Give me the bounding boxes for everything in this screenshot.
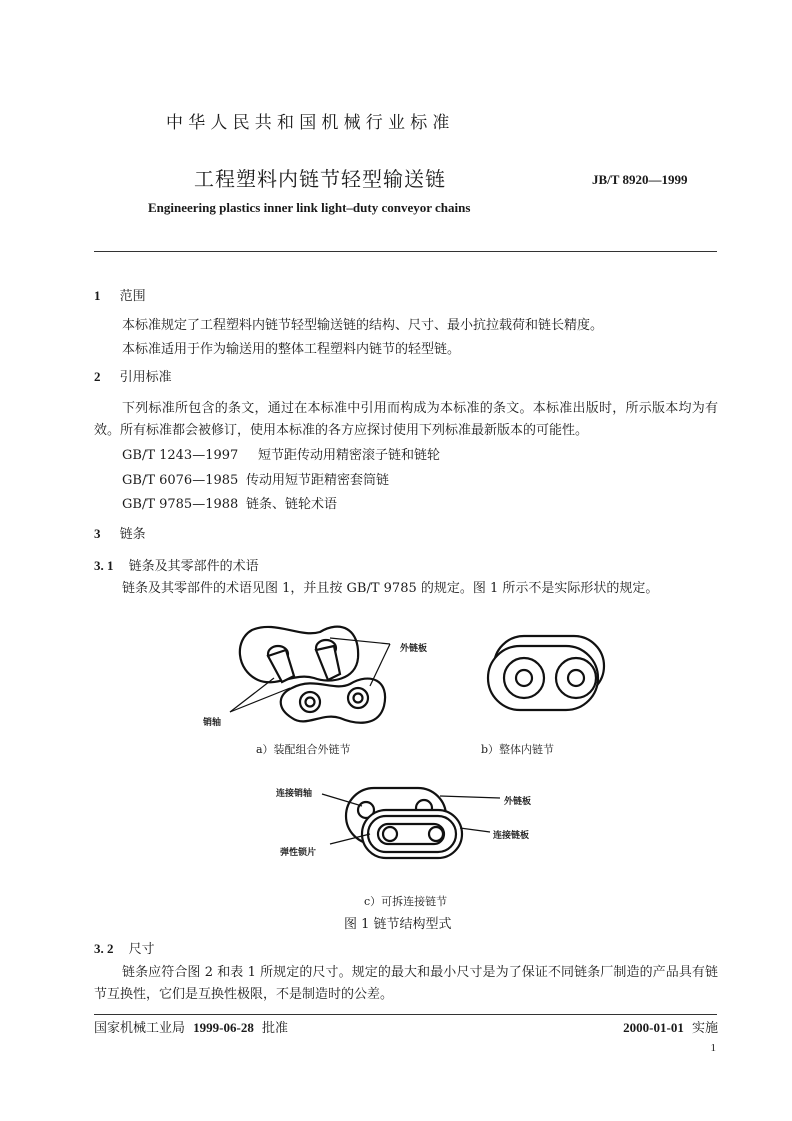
section-number: 1 <box>94 288 101 303</box>
reference-item <box>122 471 389 491</box>
effective-line <box>623 1018 718 1039</box>
figure-1b-diagram <box>484 634 614 724</box>
figure-1a-caption: a）装配组合外链节 <box>256 743 351 756</box>
section-number: 3. 2 <box>94 941 114 956</box>
figure-1a-diagram <box>230 618 450 730</box>
figure-1c-caption: c）可拆连接链节 <box>364 895 448 908</box>
leader-line <box>370 644 390 686</box>
approve-word: 批准 <box>261 1021 288 1036</box>
label-pin: 销轴 <box>203 718 222 728</box>
section-1-heading <box>94 285 146 307</box>
reference-code: GB/T 1243—1997 <box>122 448 239 463</box>
section-number: 3. 1 <box>94 558 114 573</box>
pin-hole <box>306 698 315 707</box>
label-spring-clip: 弹性锁片 <box>280 848 317 858</box>
label-outer-plate: 外链板 <box>400 644 428 654</box>
header-rule <box>94 251 717 252</box>
section-1-paragraph-1: 本标准规定了工程塑料内链节轻型输送链的结构、尺寸、最小抗拉载荷和链长精度。 <box>122 318 604 333</box>
reference-title: 链条、链轮术语 <box>246 497 338 512</box>
label-connecting-pin: 连接销轴 <box>276 789 313 799</box>
leader-line <box>440 796 500 798</box>
label-connecting-plate: 连接链板 <box>493 831 530 841</box>
section-2-paragraph: 下列标准所包含的条文，通过在本标准中引用而构成为本标准的条文。本标准出版时，所示版本均为有效。所有标准都会被修订，使用本标准的各方应探讨使用下列标准最新版本的可能性。 <box>94 401 718 438</box>
reference-code: GB/T 6076—1985 <box>122 473 239 488</box>
issuing-organization: 中华人民共和国机械行业标准 <box>166 113 455 133</box>
leader-line <box>460 828 490 832</box>
effective-date: 2000-01-01 <box>623 1020 684 1035</box>
approve-date: 1999-06-28 <box>193 1020 254 1035</box>
section-title: 引用标准 <box>119 370 172 385</box>
section-3-1-paragraph: 链条及其零部件的术语见图 1，并且按 GB/T 9785 的规定。图 1 所示不是实际形状的规定。 <box>122 581 659 596</box>
approval-line <box>94 1018 288 1039</box>
section-title: 链条 <box>119 527 146 542</box>
leader-line <box>230 678 274 712</box>
document-title: 工程塑料内链节轻型输送链 <box>194 167 446 191</box>
section-1-paragraph-2: 本标准适用于作为输送用的整体工程塑料内链节的轻型链。 <box>122 342 461 357</box>
section-title: 范围 <box>119 289 146 304</box>
label-outer-plate-c: 外链板 <box>504 797 532 807</box>
figure-1b-caption: b）整体内链节 <box>481 743 555 756</box>
section-2-heading <box>94 366 172 388</box>
footer-rule <box>94 1014 717 1015</box>
reference-item <box>122 495 337 515</box>
section-number: 3 <box>94 526 101 541</box>
roller <box>568 670 584 686</box>
reference-code: GB/T 9785—1988 <box>122 497 239 512</box>
reference-item <box>122 446 440 466</box>
section-title: 链条及其零部件的术语 <box>128 559 259 574</box>
roller <box>516 670 532 686</box>
standard-code: JB/T 8920—1999 <box>592 172 688 187</box>
approver: 国家机械工业局 <box>94 1021 186 1036</box>
effective-word: 实施 <box>691 1021 718 1036</box>
section-3-2-heading <box>94 938 155 960</box>
reference-title: 传动用短节距精密套筒链 <box>246 473 390 488</box>
figure-1-caption: 图 1 链节结构型式 <box>344 917 452 932</box>
page-number: 1 <box>710 1042 716 1054</box>
outer-plate-front <box>281 679 385 723</box>
section-number: 2 <box>94 369 101 384</box>
pin-head <box>429 827 443 841</box>
pin-head <box>383 827 397 841</box>
reference-title: 短节距传动用精密滚子链和链轮 <box>258 448 441 463</box>
pin-hole <box>354 694 363 703</box>
section-3-1-heading <box>94 555 259 577</box>
english-title: Engineering plastics inner link light–duty conveyor chains <box>148 200 471 215</box>
section-3-heading <box>94 523 146 545</box>
section-3-2-paragraph: 链条应符合图 2 和表 1 所规定的尺寸。规定的最大和最小尺寸是为了保证不同链条厂制造的产品具有链节互换性，它们是互换性极限，不是制造时的公差。 <box>94 965 718 1002</box>
section-title: 尺寸 <box>128 942 155 957</box>
